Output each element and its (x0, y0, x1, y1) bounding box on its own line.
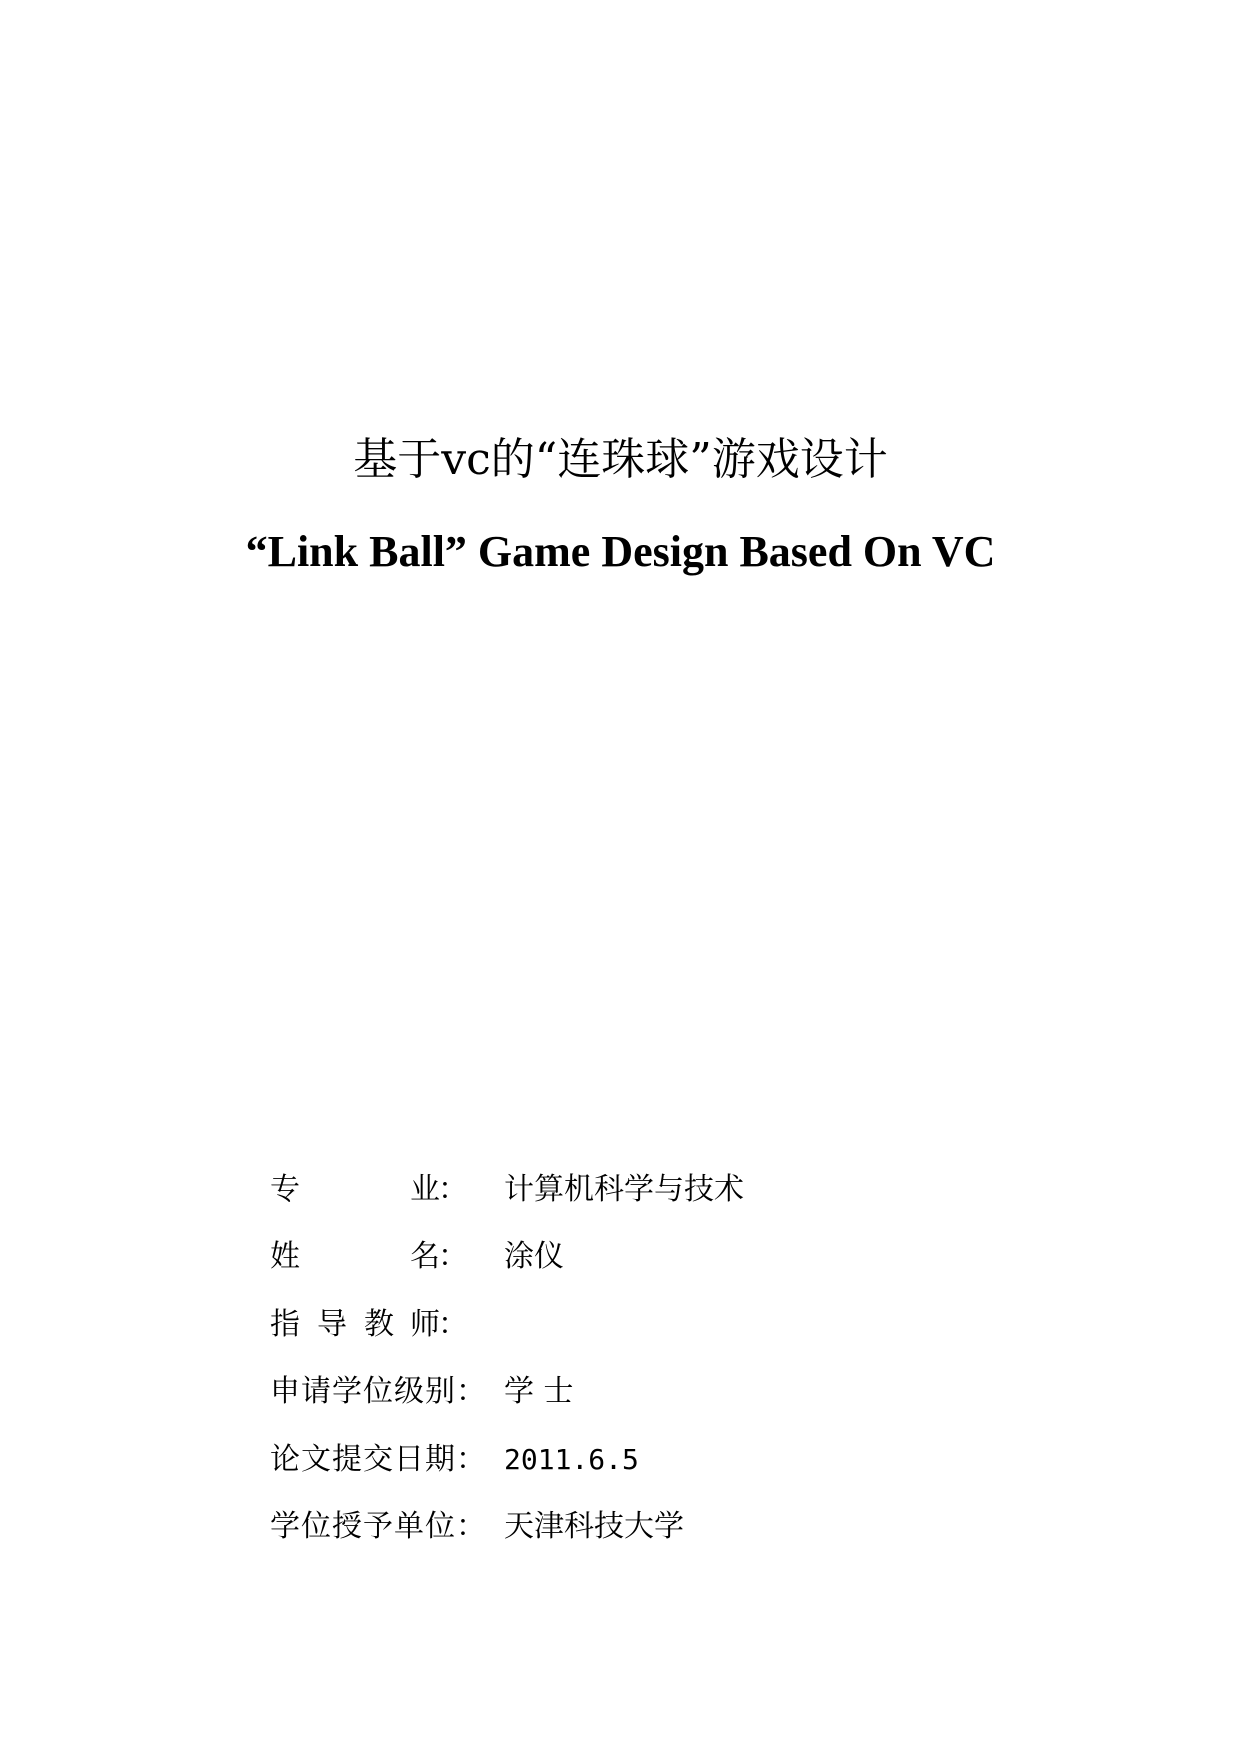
thesis-title-chinese: 基于vc的“连珠球”游戏设计 (353, 434, 888, 485)
date-value: 2011.6.5 (504, 1442, 639, 1476)
info-row-advisor (270, 1291, 1070, 1359)
advisor-label-colon: ： (438, 1306, 468, 1342)
info-row-degree (270, 1359, 1070, 1427)
info-row-university (270, 1494, 1070, 1562)
degree-label: 申请学位级别： (270, 1374, 487, 1410)
name-label-char-1: 姓 (270, 1239, 300, 1275)
thesis-title-english: “Link Ball” Game Design Based On VC (245, 527, 996, 576)
name-label-char-2: 名 (410, 1239, 440, 1275)
info-row-date (270, 1426, 1070, 1494)
degree-value: 学 士 (504, 1374, 574, 1410)
advisor-label-char-3: 教 (364, 1306, 394, 1342)
name-value: 涂仪 (504, 1239, 564, 1275)
major-label-char-2: 业 (410, 1171, 440, 1207)
advisor-label (270, 1305, 470, 1345)
info-row-name (270, 1224, 1070, 1292)
major-label-colon: ： (438, 1171, 468, 1207)
date-label: 论文提交日期： (270, 1441, 487, 1477)
university-value: 天津科技大学 (504, 1509, 684, 1545)
major-label (270, 1170, 470, 1210)
advisor-label-char-1: 指 (270, 1306, 300, 1342)
name-label-colon: ： (438, 1239, 468, 1275)
thesis-info-block (270, 1156, 1070, 1561)
major-value: 计算机科学与技术 (504, 1171, 744, 1207)
university-label: 学位授予单位： (270, 1509, 487, 1545)
advisor-label-char-4: 师 (410, 1306, 440, 1342)
major-label-char-1: 专 (270, 1171, 300, 1207)
name-label (270, 1237, 470, 1277)
advisor-label-char-2: 导 (317, 1306, 347, 1342)
info-row-major (270, 1156, 1070, 1224)
